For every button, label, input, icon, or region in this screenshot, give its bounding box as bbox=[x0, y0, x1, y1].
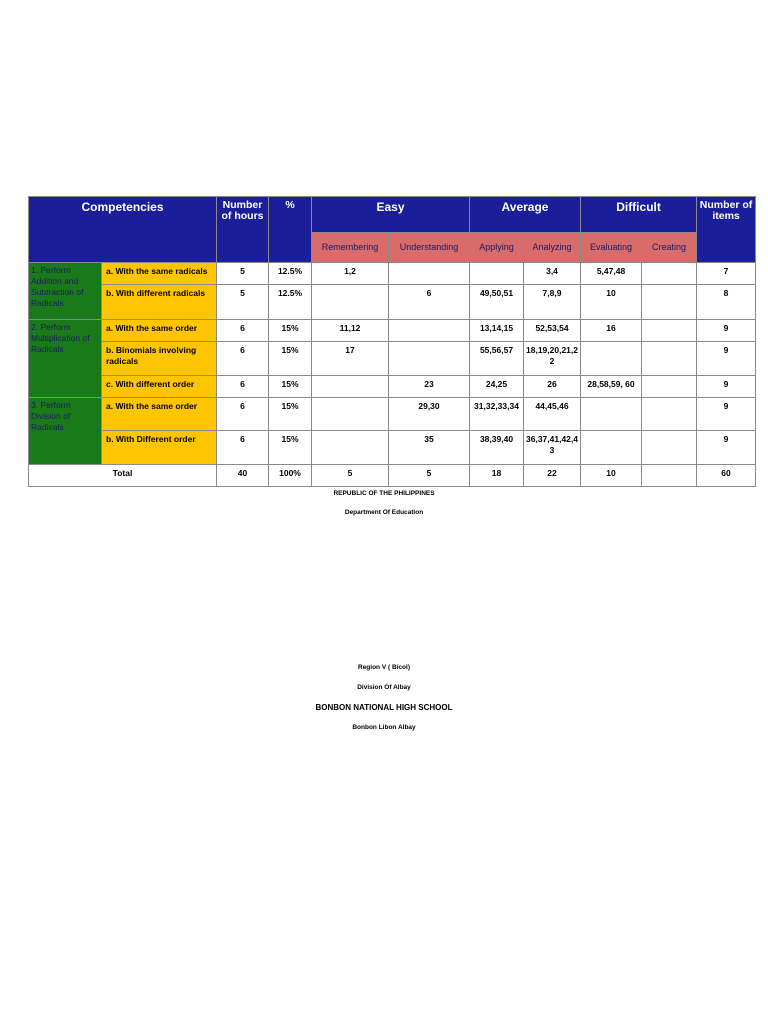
applying-cell bbox=[470, 263, 524, 285]
analyzing-cell: 26 bbox=[524, 376, 581, 398]
table-row bbox=[29, 285, 756, 320]
total-remembering: 5 bbox=[312, 465, 389, 487]
hours-cell: 6 bbox=[217, 376, 269, 398]
total-applying: 18 bbox=[470, 465, 524, 487]
creating-cell bbox=[642, 431, 697, 465]
topic-cell: a. With the same radicals bbox=[102, 263, 217, 285]
topic-cell: b. With different radicals bbox=[102, 285, 217, 320]
header-number-of-hours: Number of hours bbox=[217, 197, 269, 263]
remembering-cell bbox=[312, 431, 389, 465]
understanding-cell bbox=[389, 320, 470, 342]
hours-cell: 5 bbox=[217, 285, 269, 320]
creating-cell bbox=[642, 398, 697, 431]
understanding-cell: 6 bbox=[389, 285, 470, 320]
percent-cell: 15% bbox=[269, 431, 312, 465]
applying-cell: 13,14,15 bbox=[470, 320, 524, 342]
table-row bbox=[29, 342, 756, 376]
school-name: BONBON NATIONAL HIGH SCHOOL bbox=[315, 703, 453, 712]
level-creating: Creating bbox=[642, 233, 697, 263]
items-cell: 9 bbox=[697, 431, 756, 465]
analyzing-cell: 3,4 bbox=[524, 263, 581, 285]
understanding-cell bbox=[389, 342, 470, 376]
table-of-specifications bbox=[28, 196, 756, 487]
level-applying: Applying bbox=[470, 233, 524, 263]
items-cell: 9 bbox=[697, 376, 756, 398]
analyzing-cell: 36,37,41,42,43 bbox=[524, 431, 581, 465]
header-easy: Easy bbox=[312, 197, 470, 233]
applying-cell: 24,25 bbox=[470, 376, 524, 398]
creating-cell bbox=[642, 285, 697, 320]
applying-cell: 38,39,40 bbox=[470, 431, 524, 465]
competency-2: 2. Perform Multiplication of Radicals bbox=[29, 320, 102, 398]
topic-cell: a. With the same order bbox=[102, 320, 217, 342]
applying-cell: 49,50,51 bbox=[470, 285, 524, 320]
evaluating-cell: 5,47,48 bbox=[581, 263, 642, 285]
hours-cell: 6 bbox=[217, 398, 269, 431]
applying-cell: 31,32,33,34 bbox=[470, 398, 524, 431]
items-cell: 9 bbox=[697, 320, 756, 342]
creating-cell bbox=[642, 342, 697, 376]
understanding-cell bbox=[389, 263, 470, 285]
creating-cell bbox=[642, 376, 697, 398]
percent-cell: 15% bbox=[269, 320, 312, 342]
topic-cell: b. With Different order bbox=[102, 431, 217, 465]
analyzing-cell: 52,53,54 bbox=[524, 320, 581, 342]
items-cell: 7 bbox=[697, 263, 756, 285]
table-row bbox=[29, 431, 756, 465]
total-hours: 40 bbox=[217, 465, 269, 487]
level-remembering: Remembering bbox=[312, 233, 389, 263]
level-understanding: Understanding bbox=[389, 233, 470, 263]
understanding-cell: 29,30 bbox=[389, 398, 470, 431]
evaluating-cell: 16 bbox=[581, 320, 642, 342]
evaluating-cell bbox=[581, 342, 642, 376]
header-percent: % bbox=[269, 197, 312, 263]
header-average: Average bbox=[470, 197, 581, 233]
competency-1: 1. Perform Addition and Subtraction of Radicals bbox=[29, 263, 102, 320]
percent-cell: 12.5% bbox=[269, 263, 312, 285]
creating-cell bbox=[642, 263, 697, 285]
republic-line: REPUBLIC OF THE PHILIPPINES bbox=[333, 490, 435, 497]
total-row bbox=[29, 465, 756, 487]
analyzing-cell: 7,8,9 bbox=[524, 285, 581, 320]
total-evaluating: 10 bbox=[581, 465, 642, 487]
department-line: Department Of Education bbox=[344, 509, 424, 516]
total-analyzing: 22 bbox=[524, 465, 581, 487]
table-row bbox=[29, 263, 756, 285]
total-understanding: 5 bbox=[389, 465, 470, 487]
level-evaluating: Evaluating bbox=[581, 233, 642, 263]
total-percent: 100% bbox=[269, 465, 312, 487]
understanding-cell: 23 bbox=[389, 376, 470, 398]
region-line: Region V ( Bicol) bbox=[358, 664, 410, 671]
hours-cell: 6 bbox=[217, 431, 269, 465]
table-row bbox=[29, 320, 756, 342]
creating-cell bbox=[642, 320, 697, 342]
percent-cell: 15% bbox=[269, 376, 312, 398]
percent-cell: 12.5% bbox=[269, 285, 312, 320]
total-items: 60 bbox=[697, 465, 756, 487]
items-cell: 9 bbox=[697, 398, 756, 431]
remembering-cell: 11,12 bbox=[312, 320, 389, 342]
total-creating bbox=[642, 465, 697, 487]
percent-cell: 15% bbox=[269, 398, 312, 431]
percent-cell: 15% bbox=[269, 342, 312, 376]
evaluating-cell: 10 bbox=[581, 285, 642, 320]
items-cell: 8 bbox=[697, 285, 756, 320]
header-competencies: Competencies bbox=[29, 197, 217, 263]
level-analyzing: Analyzing bbox=[524, 233, 581, 263]
header-difficult: Difficult bbox=[581, 197, 697, 233]
remembering-cell bbox=[312, 285, 389, 320]
division-line: Division Of Albay bbox=[357, 684, 411, 691]
evaluating-cell: 28,58,59, 60 bbox=[581, 376, 642, 398]
evaluating-cell bbox=[581, 431, 642, 465]
table-row bbox=[29, 376, 756, 398]
header-number-of-items: Number of items bbox=[697, 197, 756, 263]
hours-cell: 6 bbox=[217, 320, 269, 342]
evaluating-cell bbox=[581, 398, 642, 431]
remembering-cell: 1,2 bbox=[312, 263, 389, 285]
analyzing-cell: 44,45,46 bbox=[524, 398, 581, 431]
hours-cell: 5 bbox=[217, 263, 269, 285]
competency-3: 3. Perform Division of Radicals bbox=[29, 398, 102, 465]
topic-cell: a. With the same order bbox=[102, 398, 217, 431]
total-label: Total bbox=[29, 465, 217, 487]
applying-cell: 55,56,57 bbox=[470, 342, 524, 376]
analyzing-cell: 18,19,20,21,22 bbox=[524, 342, 581, 376]
understanding-cell: 35 bbox=[389, 431, 470, 465]
school-address: Bonbon Libon Albay bbox=[352, 724, 416, 731]
topic-cell: c. With different order bbox=[102, 376, 217, 398]
remembering-cell: 17 bbox=[312, 342, 389, 376]
remembering-cell bbox=[312, 398, 389, 431]
topic-cell: b. Binomials involving radicals bbox=[102, 342, 217, 376]
hours-cell: 6 bbox=[217, 342, 269, 376]
items-cell: 9 bbox=[697, 342, 756, 376]
table-row bbox=[29, 398, 756, 431]
remembering-cell bbox=[312, 376, 389, 398]
